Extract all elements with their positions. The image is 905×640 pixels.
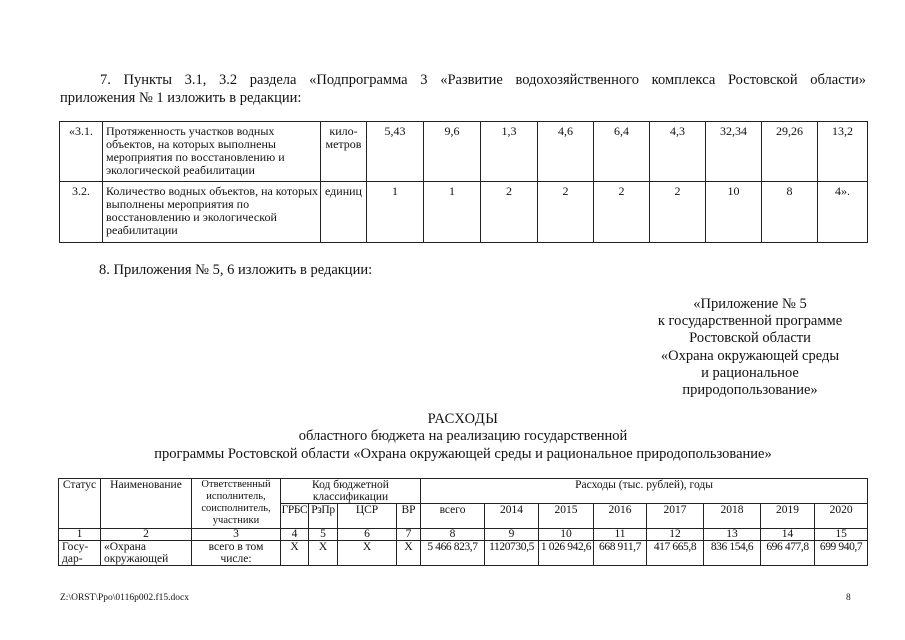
row-number: 3.2. [60,182,103,243]
appendix-heading [640,296,860,399]
expenses-table [58,478,868,566]
header-expenses: Расходы (тыс. рублей), годы [421,479,868,504]
year-value-cell: 1 026 942,6 [539,541,594,566]
vr-cell: X [397,541,421,566]
value-cell: 2 [594,182,650,243]
document-title [60,411,866,463]
page-number: 8 [846,593,851,603]
total-cell: 5 466 823,7 [421,541,485,566]
column-number: 2 [101,529,192,541]
column-number: 6 [338,529,397,541]
indicator-name: Количество водных объектов, на которых выполнены мероприятия по восстановлению и экологической реабилитации [103,182,321,243]
value-cell: 13,2 [818,122,868,182]
header-year: 2015 [539,504,594,529]
value-cell: 10 [706,182,762,243]
value-cell: 4,6 [538,122,594,182]
value-cell: 4». [818,182,868,243]
header-status: Статус [59,479,101,529]
table-row [60,182,868,243]
indicators-table [59,121,868,243]
appendix-line: Ростовской области [689,330,811,347]
name-cell: «Охрана окружающей [101,541,192,566]
column-number: 12 [647,529,704,541]
paragraph-amendment-8: 8. Приложения № 5, 6 изложить в редакции: [99,262,373,278]
unit: кило-метров [321,122,367,182]
header-year: 2017 [647,504,704,529]
column-number: 1 [59,529,101,541]
header-year: 2016 [594,504,647,529]
indicator-name: Протяженность участков водных объектов, на которых выполнены мероприятия по восстановлению и экологической реабилитации [103,122,321,182]
column-number: 8 [421,529,485,541]
header-executor: Ответственный исполнитель, соисполнитель, участники [192,479,281,529]
header-rzpr: РзПр [309,504,338,529]
rzpr-cell: X [309,541,338,566]
appendix-line: к государственной программе [657,313,843,330]
value-cell: 2 [538,182,594,243]
value-cell: 29,26 [762,122,818,182]
status-cell: Госу-дар- [59,541,101,566]
column-number: 15 [815,529,868,541]
value-cell: 1 [367,182,424,243]
column-number: 5 [309,529,338,541]
header-row [59,479,868,504]
column-number-row [59,529,868,541]
unit: единиц [321,182,367,243]
value-cell: 1 [424,182,481,243]
paragraph-line: приложения № 1 изложить в редакции: [60,90,302,106]
column-number: 7 [397,529,421,541]
value-cell: 1,3 [481,122,538,182]
column-number: 9 [485,529,539,541]
year-value-cell: 836 154,6 [704,541,761,566]
header-csr: ЦСР [338,504,397,529]
grbs-cell: X [281,541,309,566]
column-number: 10 [539,529,594,541]
column-number: 14 [761,529,815,541]
year-value-cell: 699 940,7 [815,541,868,566]
year-value-cell: 696 477,8 [761,541,815,566]
value-cell: 2 [650,182,706,243]
table-row [60,122,868,182]
value-cell: 32,34 [706,122,762,182]
year-value-cell: 1120730,5 [485,541,539,566]
footer-file-path: Z:\ORST\Ppo\0116p002.f15.docx [60,593,189,603]
header-name: Наименование [101,479,192,529]
year-value-cell: 668 911,7 [594,541,647,566]
table-row [59,541,868,566]
header-year: 2018 [704,504,761,529]
value-cell: 5,43 [367,122,424,182]
header-grbs: ГРБС [281,504,309,529]
appendix-line: природопользование» [682,382,818,399]
year-value-cell: 417 665,8 [647,541,704,566]
paragraph-line: 7. Пункты 3.1, 3.2 раздела «Подпрограмма 3 «Развитие водохозяйственного комплекса Ростовской области» [100,72,866,88]
header-budget-code: Код бюджетной классификации [281,479,421,504]
column-number: 11 [594,529,647,541]
header-vr: ВР [397,504,421,529]
executor-cell: всего в том числе: [192,541,281,566]
column-number: 3 [192,529,281,541]
header-total: всего [421,504,485,529]
value-cell: 6,4 [594,122,650,182]
header-year: 2014 [485,504,539,529]
appendix-line: «Охрана окружающей среды [660,347,840,364]
header-year: 2019 [761,504,815,529]
column-number: 13 [704,529,761,541]
value-cell: 2 [481,182,538,243]
row-number: «3.1. [60,122,103,182]
paragraph-amendment-7 [60,71,866,107]
column-number: 4 [281,529,309,541]
value-cell: 8 [762,182,818,243]
title-main: РАСХОДЫ [427,411,499,427]
value-cell: 9,6 [424,122,481,182]
csr-cell: X [338,541,397,566]
value-cell: 4,3 [650,122,706,182]
title-line: областного бюджета на реализацию государственной [298,428,628,445]
appendix-line: и рациональное [701,364,799,381]
header-year: 2020 [815,504,868,529]
appendix-line: «Приложение № 5 [693,296,807,312]
title-line: программы Ростовской области «Охрана окружающей среды и рациональное природопользование» [154,445,772,462]
